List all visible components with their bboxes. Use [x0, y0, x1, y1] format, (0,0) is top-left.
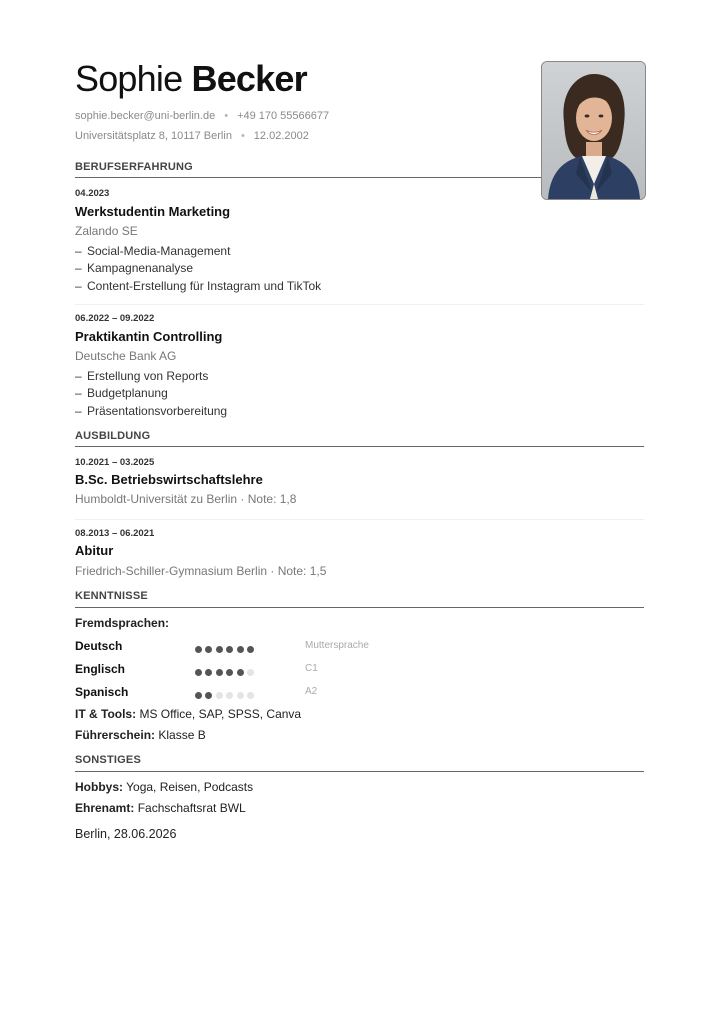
experience-role: Praktikantin Controlling: [75, 329, 223, 344]
first-name: Sophie: [75, 58, 183, 99]
level-dot: [195, 646, 202, 653]
language-level-dots: [195, 687, 257, 697]
language-name: Deutsch: [75, 639, 123, 653]
experience-date: 06.2022 – 09.2022: [75, 313, 155, 324]
experience-role: Werkstudentin Marketing: [75, 204, 231, 219]
education-degree: Abitur: [75, 543, 114, 558]
language-level-dots: [195, 664, 257, 674]
level-dot: [226, 669, 233, 676]
person-name: [75, 58, 307, 100]
language-name: Spanisch: [75, 685, 129, 699]
education-date: 08.2013 – 06.2021: [75, 528, 155, 539]
level-dot: [247, 692, 254, 699]
education-degree: B.Sc. Betriebswirtschaftslehre: [75, 472, 263, 487]
level-dot: [247, 646, 254, 653]
level-dot: [247, 669, 254, 676]
section-title-misc: SONSTIGES: [75, 754, 141, 766]
license-row: [75, 728, 206, 742]
languages-label: Fremdsprachen:: [75, 616, 170, 630]
level-dot: [226, 692, 233, 699]
volunteer-label: Ehrenamt:: [75, 801, 135, 815]
level-dot: [216, 692, 223, 699]
level-dot: [237, 692, 244, 699]
experience-company: Zalando SE: [75, 224, 138, 238]
hobbies-row: [75, 780, 253, 794]
separator-dot: •: [224, 110, 229, 122]
level-dot: [195, 692, 202, 699]
email: sophie.becker@uni-berlin.de: [75, 110, 216, 122]
education-detail: Humboldt-Universität zu Berlin · Note: 1,8: [75, 492, 297, 506]
experience-bullet: – Präsentationsvorbereitung: [75, 404, 228, 418]
it-tools-row: [75, 707, 301, 721]
hobbies-label: Hobbys:: [75, 780, 123, 794]
section-divider: [75, 771, 644, 772]
language-level: C1: [305, 663, 318, 674]
section-title-skills: KENNTNISSE: [75, 590, 148, 602]
level-dot: [205, 692, 212, 699]
experience-company: Deutsche Bank AG: [75, 349, 177, 363]
it-tools-label: IT & Tools:: [75, 707, 137, 721]
experience-bullet: – Kampagnenanalyse: [75, 261, 194, 275]
experience-bullet: – Content-Erstellung für Instagram und TikTok: [75, 279, 322, 293]
level-dot: [195, 669, 202, 676]
level-dot: [237, 669, 244, 676]
place-date: Berlin, 28.06.2026: [75, 827, 177, 841]
section-divider: [75, 607, 644, 608]
license-value: Klasse B: [158, 728, 206, 742]
hobbies-value: Yoga, Reisen, Podcasts: [126, 780, 254, 794]
item-divider: [75, 304, 644, 305]
contact-line-2: [75, 130, 309, 142]
level-dot: [205, 646, 212, 653]
level-dot: [216, 669, 223, 676]
it-tools-value: MS Office, SAP, SPSS, Canva: [139, 707, 302, 721]
level-dot: [237, 646, 244, 653]
experience-date: 04.2023: [75, 188, 110, 199]
volunteer-row: [75, 801, 246, 815]
experience-bullet: – Social-Media-Management: [75, 244, 231, 258]
level-dot: [226, 646, 233, 653]
address: Universitätsplatz 8, 10117 Berlin: [75, 130, 232, 142]
profile-photo: [541, 61, 646, 200]
separator-dot: •: [240, 130, 245, 142]
license-label: Führerschein:: [75, 728, 156, 742]
section-title-education: AUSBILDUNG: [75, 430, 151, 442]
item-divider: [75, 519, 644, 520]
language-level: Muttersprache: [305, 640, 369, 651]
portrait-image: [542, 62, 645, 199]
experience-bullet: – Erstellung von Reports: [75, 369, 209, 383]
birthdate: 12.02.2002: [253, 130, 309, 142]
section-title-experience: BERUFSERFAHRUNG: [75, 161, 193, 173]
level-dot: [205, 669, 212, 676]
language-level: A2: [305, 686, 318, 697]
experience-bullet: – Budgetplanung: [75, 386, 168, 400]
section-divider: [75, 177, 541, 178]
phone: +49 170 55566677: [237, 110, 330, 122]
section-divider: [75, 446, 644, 447]
language-name: Englisch: [75, 662, 126, 676]
language-level-dots: [195, 641, 257, 651]
education-detail: Friedrich-Schiller-Gymnasium Berlin · Note: 1,5: [75, 564, 327, 578]
level-dot: [216, 646, 223, 653]
contact-line-1: [75, 110, 329, 122]
volunteer-value: Fachschaftsrat BWL: [137, 801, 246, 815]
education-date: 10.2021 – 03.2025: [75, 457, 155, 468]
last-name: Becker: [191, 58, 307, 99]
